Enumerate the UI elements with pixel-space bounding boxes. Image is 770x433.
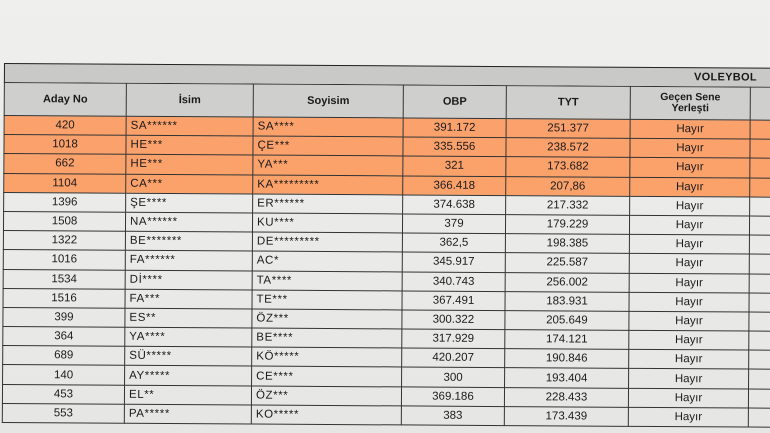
- header-gecen-line1: Geçen Sene: [660, 91, 721, 104]
- header-extra: [750, 87, 770, 120]
- cell-tyt: 193.404: [505, 368, 629, 388]
- cell-isim: SA******: [126, 116, 253, 136]
- cell-tyt: 207,86: [506, 176, 630, 196]
- cell-extra: [749, 254, 770, 273]
- header-aday-no: Aday No: [4, 83, 126, 117]
- cell-tyt: 217.332: [506, 195, 630, 215]
- cell-extra: [749, 274, 770, 293]
- cell-yerlesti: Hayır: [630, 177, 750, 197]
- cell-obp: 379: [402, 214, 505, 234]
- header-gecen-sene: [630, 86, 750, 120]
- cell-obp: 383: [401, 406, 504, 426]
- cell-extra: [749, 235, 770, 254]
- cell-tyt: 251.377: [506, 119, 630, 139]
- cell-extra: [750, 178, 770, 197]
- cell-tyt: 173.439: [504, 406, 628, 426]
- cell-soyisim: ER******: [253, 194, 403, 214]
- cell-aday-no: 553: [2, 403, 124, 423]
- cell-tyt: 173.682: [506, 157, 630, 177]
- cell-soyisim: SA****: [253, 117, 403, 137]
- cell-soyisim: KO*****: [251, 405, 401, 425]
- cell-extra: [749, 293, 770, 312]
- cell-tyt: 228.433: [504, 387, 628, 407]
- cell-extra: [750, 158, 770, 177]
- cell-soyisim: ÖZ***: [252, 309, 402, 329]
- header-obp: OBP: [403, 85, 506, 119]
- cell-obp: 362,5: [402, 233, 505, 253]
- cell-yerlesti: Hayır: [629, 234, 749, 254]
- cell-extra: [749, 350, 770, 369]
- header-tyt: TYT: [506, 86, 630, 120]
- cell-tyt: 225.587: [505, 253, 629, 273]
- cell-extra: [749, 369, 770, 388]
- cell-isim: FA***: [125, 289, 252, 309]
- cell-tyt: 205.649: [505, 310, 629, 330]
- cell-extra: [748, 408, 770, 427]
- cell-obp: 300.322: [402, 310, 505, 330]
- cell-isim: AY*****: [125, 366, 252, 386]
- cell-isim: FA******: [125, 251, 252, 271]
- cell-soyisim: KA*********: [253, 175, 403, 195]
- cell-obp: 300: [402, 367, 505, 387]
- cell-isim: CA***: [126, 174, 253, 194]
- cell-aday-no: 662: [4, 154, 126, 174]
- cell-aday-no: 689: [3, 346, 125, 366]
- cell-aday-no: 453: [2, 384, 124, 404]
- candidates-table: [2, 82, 770, 428]
- table-row: [2, 403, 770, 427]
- cell-yerlesti: Hayır: [630, 196, 750, 216]
- cell-yerlesti: Hayır: [629, 254, 749, 274]
- cell-extra: [750, 139, 770, 158]
- cell-tyt: 190.846: [505, 349, 629, 369]
- cell-yerlesti: Hayır: [629, 292, 749, 312]
- cell-tyt: 179.229: [505, 215, 629, 235]
- cell-obp: 340.743: [402, 271, 505, 291]
- cell-aday-no: 364: [3, 327, 125, 347]
- table-title: VOLEYBOL: [693, 71, 757, 84]
- cell-extra: [750, 120, 770, 139]
- table-body: [2, 116, 770, 428]
- cell-extra: [749, 312, 770, 331]
- cell-soyisim: ÇE***: [253, 136, 403, 156]
- cell-yerlesti: Hayır: [630, 119, 750, 139]
- cell-soyisim: TA****: [252, 271, 402, 291]
- cell-yerlesti: Hayır: [629, 311, 749, 331]
- cell-extra: [749, 331, 770, 350]
- cell-yerlesti: Hayır: [628, 407, 748, 427]
- cell-soyisim: CE****: [252, 366, 402, 386]
- cell-obp: 366.418: [403, 176, 506, 196]
- cell-obp: 374.638: [403, 195, 506, 215]
- cell-yerlesti: Hayır: [629, 369, 749, 389]
- cell-isim: Dİ****: [125, 270, 252, 290]
- cell-isim: PA*****: [124, 404, 251, 424]
- cell-obp: 335.556: [403, 137, 506, 157]
- cell-isim: BE*******: [125, 231, 252, 251]
- cell-soyisim: YA***: [253, 155, 403, 175]
- cell-obp: 391.172: [403, 118, 506, 138]
- cell-yerlesti: Hayır: [628, 388, 748, 408]
- cell-soyisim: DE*********: [252, 232, 402, 252]
- cell-soyisim: KÖ*****: [252, 347, 402, 367]
- cell-yerlesti: Hayır: [629, 330, 749, 350]
- cell-obp: 420.207: [402, 348, 505, 368]
- cell-extra: [749, 216, 770, 235]
- cell-aday-no: 140: [3, 365, 125, 385]
- cell-tyt: 174.121: [505, 330, 629, 350]
- cell-yerlesti: Hayır: [629, 350, 749, 370]
- cell-yerlesti: Hayır: [629, 215, 749, 235]
- cell-aday-no: 1534: [3, 269, 125, 289]
- header-row: [4, 83, 770, 121]
- header-soyisim: Soyisim: [253, 84, 403, 118]
- cell-soyisim: AC*: [252, 251, 402, 271]
- cell-aday-no: 1516: [3, 288, 125, 308]
- cell-obp: 367.491: [402, 291, 505, 311]
- cell-aday-no: 1322: [3, 231, 125, 251]
- cell-isim: SÜ*****: [125, 346, 252, 366]
- cell-isim: ŞE****: [126, 193, 253, 213]
- cell-aday-no: 1016: [3, 250, 125, 270]
- cell-aday-no: 420: [4, 116, 126, 136]
- results-sheet: [2, 63, 770, 428]
- cell-obp: 317.929: [402, 329, 505, 349]
- cell-isim: YA****: [125, 327, 252, 347]
- cell-tyt: 238.572: [506, 138, 630, 158]
- cell-extra: [748, 389, 770, 408]
- cell-isim: HE***: [126, 155, 253, 175]
- cell-aday-no: 1396: [4, 192, 126, 212]
- cell-soyisim: BE****: [252, 328, 402, 348]
- cell-tyt: 256.002: [505, 272, 629, 292]
- cell-isim: EL**: [124, 385, 251, 405]
- cell-obp: 321: [403, 156, 506, 176]
- cell-yerlesti: Hayır: [630, 158, 750, 178]
- cell-tyt: 183.931: [505, 291, 629, 311]
- cell-soyisim: ÖZ***: [251, 386, 401, 406]
- cell-isim: HE***: [126, 135, 253, 155]
- cell-soyisim: TE***: [252, 290, 402, 310]
- cell-aday-no: 1104: [4, 173, 126, 193]
- header-gecen-line2: Yerleşti: [671, 102, 709, 115]
- cell-aday-no: 399: [3, 307, 125, 327]
- cell-extra: [750, 197, 770, 216]
- cell-soyisim: KU****: [252, 213, 402, 233]
- cell-aday-no: 1018: [4, 135, 126, 155]
- cell-obp: 345.917: [402, 252, 505, 272]
- cell-yerlesti: Hayır: [630, 139, 750, 159]
- cell-aday-no: 1508: [3, 211, 125, 231]
- header-isim: İsim: [126, 83, 253, 117]
- cell-isim: NA******: [125, 212, 252, 232]
- cell-obp: 369.186: [401, 387, 504, 407]
- cell-yerlesti: Hayır: [629, 273, 749, 293]
- cell-isim: ES**: [125, 308, 252, 328]
- cell-tyt: 198.385: [505, 234, 629, 254]
